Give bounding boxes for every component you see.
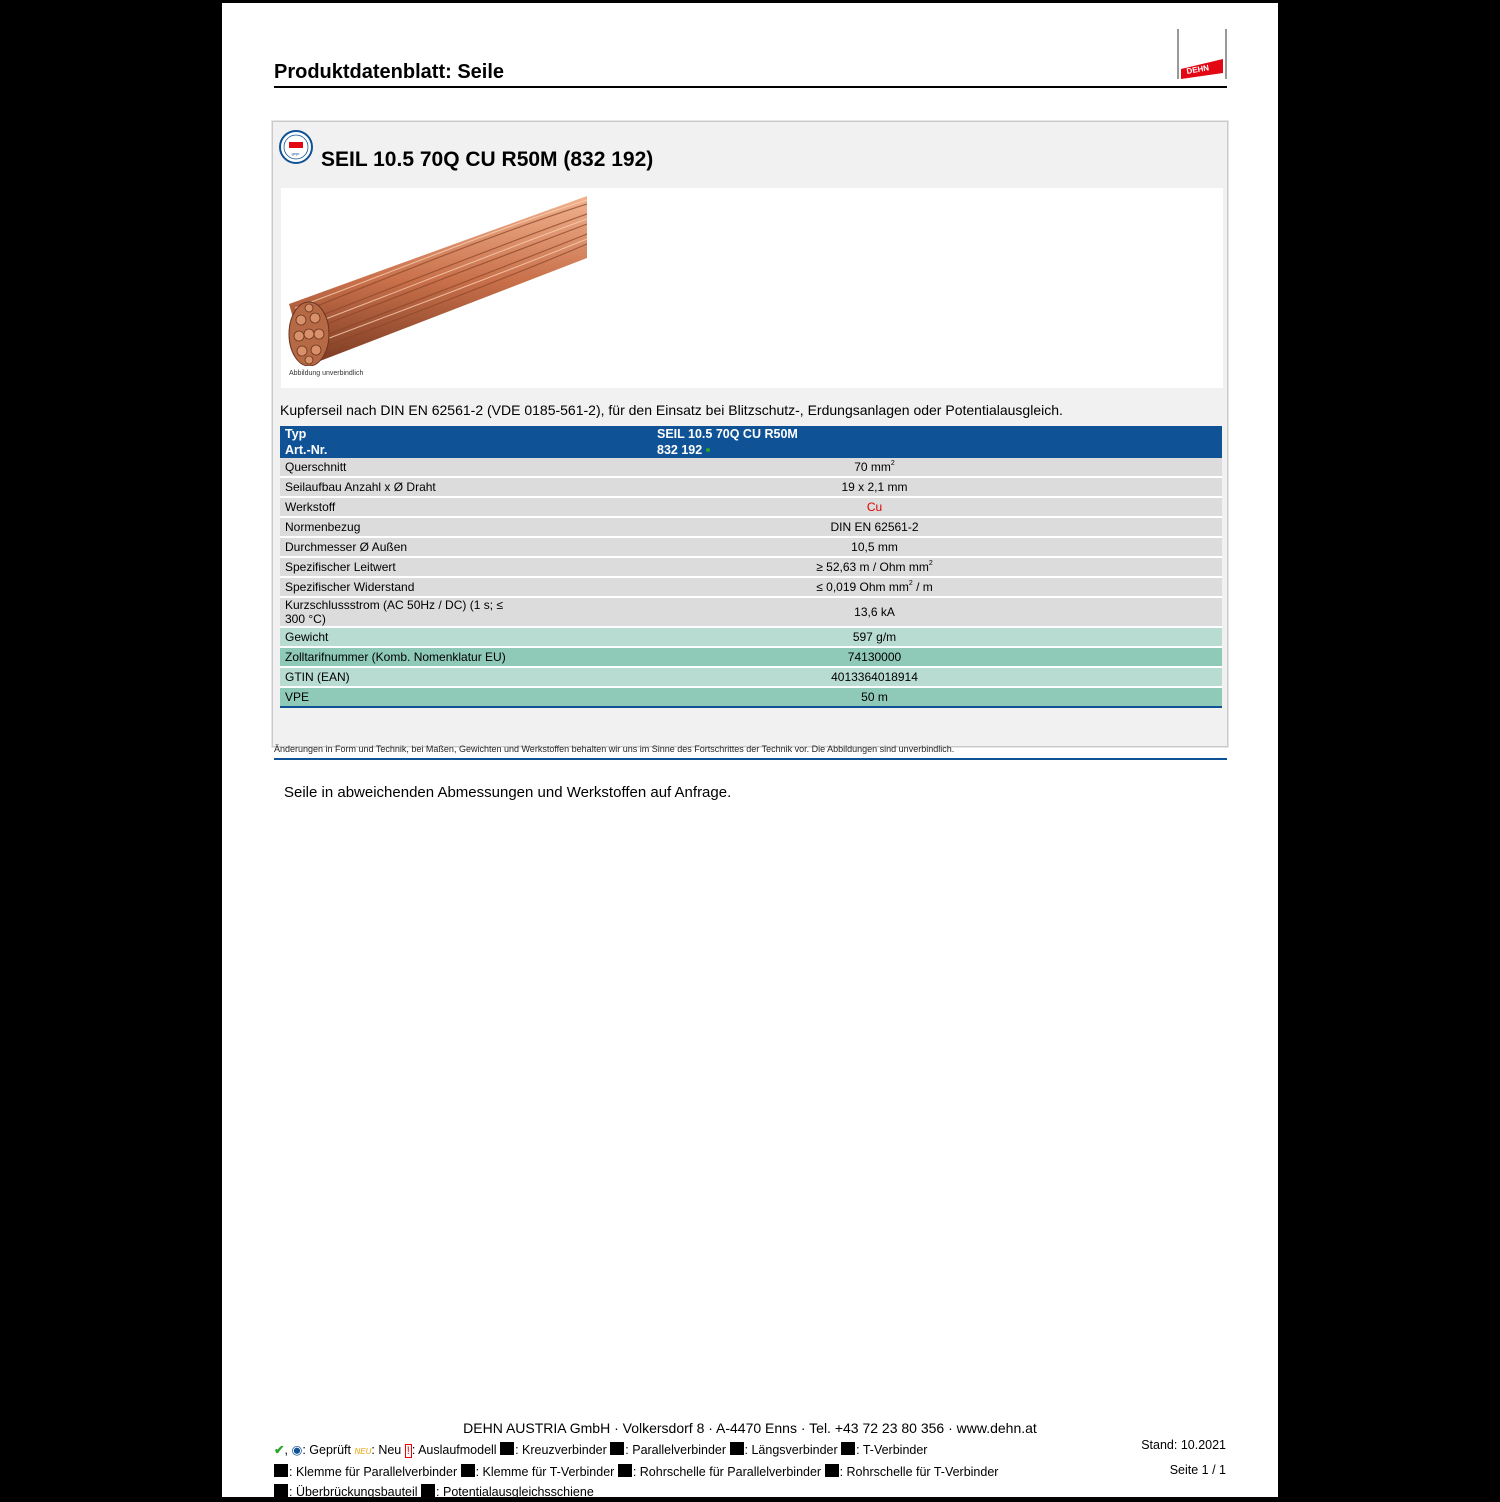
spec-table: [280, 426, 1222, 708]
bridging-component-icon: [274, 1484, 288, 1497]
spec-label: Zolltarifnummer (Komb. Nomenklatur EU): [280, 647, 527, 667]
spec-row: [280, 667, 1222, 687]
spec-value: [527, 517, 1222, 537]
spec-value: [527, 687, 1222, 707]
spec-value-text: 19 x 2,1 mm: [841, 480, 908, 494]
datasheet-page: [222, 3, 1278, 1497]
spec-row: [280, 557, 1222, 577]
spec-value-text: 4013364018914: [831, 670, 918, 684]
disclaimer: Änderungen in Form und Technik, bei Maßen, Gewichten und Werkstoffen behalten wir uns im Sinne des Fortschrittes der Technik vor. Die Abbildungen sind unverbindlich.: [274, 744, 955, 754]
legend-laengs: : Längsverbinder: [744, 1443, 838, 1457]
svg-text:gepr.: gepr.: [291, 151, 301, 156]
spec-row: [280, 537, 1222, 557]
approval-icon: ◉: [291, 1443, 303, 1457]
spec-row: [280, 627, 1222, 647]
equipotential-bar-icon: [421, 1484, 435, 1497]
copper-cable-image: [287, 196, 587, 366]
spec-label: Spezifischer Leitwert: [280, 557, 527, 577]
spec-value-text: 597 g/m: [852, 630, 897, 644]
legend-ueberbr: : Überbrückungsbauteil: [289, 1485, 418, 1499]
spec-label: Durchmesser Ø Außen: [280, 537, 527, 557]
check-icon: ✔: [274, 1443, 285, 1457]
availability-note: Seile in abweichenden Abmessungen und Werkstoffen auf Anfrage.: [284, 784, 732, 801]
spec-value: [527, 577, 1222, 597]
spec-label: Querschnitt: [280, 458, 527, 477]
pipe-clamp-t-icon: [825, 1464, 839, 1477]
spec-value: [527, 458, 1222, 477]
spec-value: [527, 537, 1222, 557]
pipe-clamp-parallel-icon: [618, 1464, 632, 1477]
spec-row: [280, 647, 1222, 667]
legend-klemme-par: : Klemme für Parallelverbinder: [289, 1465, 458, 1479]
spec-header-value: [527, 442, 1222, 458]
footer-company: DEHN AUSTRIA GmbH · Volkersdorf 8 · A-4470 Enns · Tel. +43 72 23 80 356 · www.dehn.at: [463, 1420, 1037, 1436]
footer-page-number: Seite 1 / 1: [1169, 1463, 1226, 1477]
spec-value-text: 50 m: [861, 690, 888, 704]
t-connector-icon: [841, 1442, 855, 1455]
spec-label: Normenbezug: [280, 517, 527, 537]
spec-value: [527, 557, 1222, 577]
spec-row: [280, 517, 1222, 537]
spec-header-row: [280, 426, 1222, 442]
svg-text:DEHN: DEHN: [1185, 63, 1210, 76]
clamp-t-icon: [461, 1464, 475, 1477]
spec-header-value: [527, 426, 1222, 442]
new-icon: NEU: [354, 1447, 372, 1456]
title-divider: [274, 86, 1227, 88]
spec-row: [280, 687, 1222, 707]
cross-connector-icon: [500, 1442, 514, 1455]
footer-legend: ✔, ◉: Geprüft NEU: Neu ! : Auslaufmodell : Kreuzverbinder : Parallelverbinder : Längsverbinder : T-Verbinder : Klemme für Parallelverbinder : Klemme für T-Verbinder : Rohrschelle für Parallelverbinder : Rohrschelle für T-Verbinder : Überbrückungsbauteil : Potentialausgleichsschiene: [274, 1443, 999, 1499]
spec-value: [527, 647, 1222, 667]
spec-value: [527, 667, 1222, 687]
spec-header-value-text: SEIL 10.5 70Q CU R50M: [657, 426, 798, 441]
spec-label: GTIN (EAN): [280, 667, 527, 687]
legend-neu: : Neu: [371, 1443, 402, 1457]
phase-out-icon: !: [406, 1445, 410, 1457]
spec-label: Gewicht: [280, 627, 527, 647]
spec-row: [280, 597, 1222, 627]
spec-row: [280, 458, 1222, 477]
legend-tverb: : T-Verbinder: [856, 1443, 928, 1457]
spec-label: Spezifischer Widerstand: [280, 577, 527, 597]
legend-rohr-t: : Rohrschelle für T-Verbinder: [839, 1465, 999, 1479]
legend-parallel: : Parallelverbinder: [625, 1443, 727, 1457]
spec-value-superscript: 2: [928, 560, 933, 567]
spec-header-label: Typ: [280, 426, 527, 442]
spec-header-value-text: 832 192: [657, 442, 703, 457]
product-title: SEIL 10.5 70Q CU R50M (832 192): [321, 148, 654, 171]
product-image-area: [281, 188, 1223, 388]
spec-value-text: ≤ 0,019 Ohm mm: [816, 580, 909, 594]
spec-value: [527, 497, 1222, 517]
spec-value-text: DIN EN 62561-2: [830, 520, 919, 534]
spec-value-superscript: 2: [908, 580, 913, 587]
spec-value-text: ≥ 52,63 m / Ohm mm: [816, 560, 929, 574]
spec-value-suffix: / m: [912, 580, 933, 594]
status-dot-icon: [706, 448, 710, 452]
spec-value-text: 13,6 kA: [854, 605, 895, 619]
spec-header-row: [280, 442, 1222, 458]
document-title: Produktdatenblatt: Seile: [274, 61, 505, 83]
spec-value-text: Cu: [866, 500, 883, 514]
spec-label: Kurzschlussstrom (AC 50Hz / DC) (1 s; ≤ 300 °C): [280, 597, 527, 627]
spec-value-text: 70 mm: [854, 460, 891, 474]
image-caption: Abbildung unverbindlich: [289, 370, 364, 377]
legend-geprueft: : Geprüft: [302, 1443, 351, 1457]
spec-label: VPE: [280, 687, 527, 707]
spec-value-text: 10,5 mm: [851, 540, 898, 554]
footer-stand: Stand: 10.2021: [1141, 1438, 1226, 1452]
dehn-logo: [1177, 29, 1227, 79]
spec-row: [280, 577, 1222, 597]
inline-connector-icon: [730, 1442, 744, 1455]
spec-value: [527, 477, 1222, 497]
clamp-parallel-icon: [274, 1464, 288, 1477]
product-panel: [272, 121, 1228, 747]
legend-kreuz: : Kreuzverbinder: [515, 1443, 607, 1457]
legend-klemme-t: : Klemme für T-Verbinder: [475, 1465, 615, 1479]
spec-value: [527, 597, 1222, 627]
product-description: Kupferseil nach DIN EN 62561-2 (VDE 0185-561-2), für den Einsatz bei Blitzschutz-, Erdungsanlagen oder Potentialausgleich.: [280, 402, 1063, 418]
spec-header-label: Art.-Nr.: [280, 442, 527, 458]
spec-value-superscript: 2: [890, 460, 895, 467]
disclaimer-divider: [274, 758, 1227, 760]
spec-value: [527, 627, 1222, 647]
spec-row: [280, 497, 1222, 517]
legend-rohr-par: : Rohrschelle für Parallelverbinder: [632, 1465, 822, 1479]
spec-row: [280, 477, 1222, 497]
legend-auslauf: : Auslaufmodell: [411, 1443, 497, 1457]
spec-value-text: 74130000: [847, 650, 902, 664]
legend-potential: : Potentialausgleichsschiene: [436, 1485, 594, 1499]
spec-label: Werkstoff: [280, 497, 527, 517]
parallel-connector-icon: [610, 1442, 624, 1455]
approved-badge-icon: [279, 130, 313, 164]
spec-label: Seilaufbau Anzahl x Ø Draht: [280, 477, 527, 497]
